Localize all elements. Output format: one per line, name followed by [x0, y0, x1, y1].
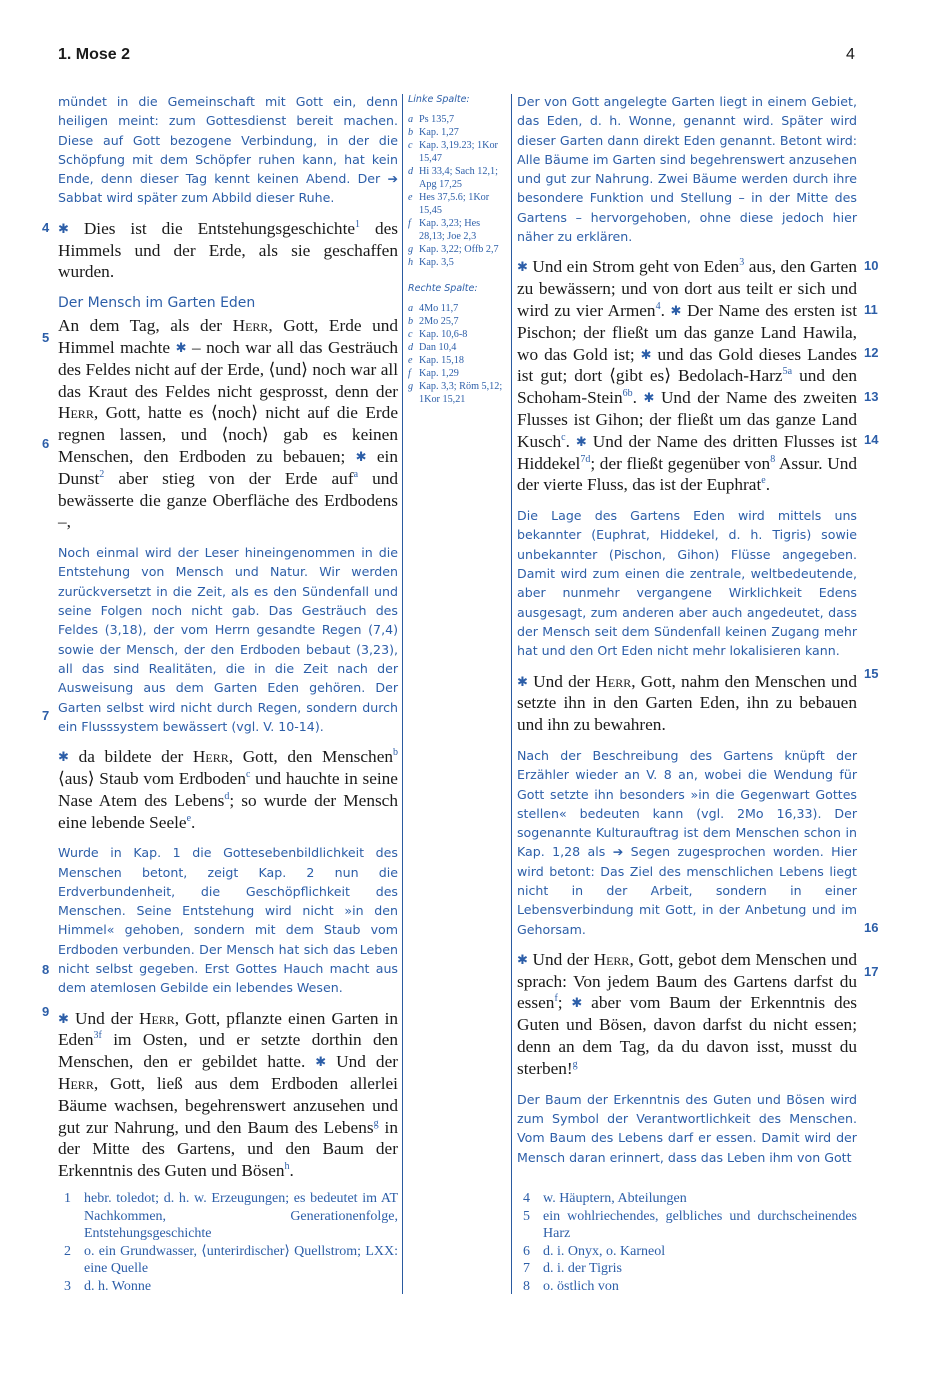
- verse-number: 8: [42, 962, 50, 977]
- footnote-text: d. i. Onyx, o. Karneol: [543, 1243, 666, 1259]
- book-chapter-title: 1. Mose 2: [58, 46, 131, 63]
- footnote-text: o. östlich von: [543, 1278, 619, 1294]
- cross-reference-item[interactable]: [408, 113, 506, 126]
- reference-marker[interactable]: f: [554, 993, 558, 1005]
- footnote-number: 8: [523, 1278, 530, 1294]
- footnote-item: [517, 1190, 857, 1208]
- footnote-marker[interactable]: 2: [99, 468, 105, 480]
- bible-verse-paragraph: ✱ Und der Herr, Gott, pflanzte einen Garten in Eden$^{3f}$ im Osten, und er setzte dorthin den Menschen, den er gebildet hatte. ✱ Und der Herr, Gott, ließ aus dem Erdboden allerlei Bäume wachsen, begehrenswert anzusehen und gut zur Nahrung, und den Baum des Lebens$^g$ in der Mitte des Gartens, und den Baum der Erkenntnis des Guten und Bösen$^h$.: [58, 1008, 399, 1181]
- cross-reference-text: 2Mo 25,7: [419, 316, 459, 327]
- cross-reference-letter: g: [408, 244, 414, 255]
- cross-reference-column: [408, 94, 506, 406]
- footnote-text: hebr. toledot; d. h. w. Erzeugungen; es bedeutet im AT Nachkommen, Generationenfolge, Entstehungsgeschichte: [84, 1191, 398, 1241]
- verse-star-icon: ✱: [640, 346, 652, 362]
- verse-number: 17: [864, 964, 879, 979]
- footnote-number: 4: [523, 1191, 530, 1206]
- cross-reference-item[interactable]: [408, 315, 506, 328]
- verse-number: 9: [42, 1004, 50, 1019]
- verse-number: 4: [42, 220, 50, 235]
- footnote-marker[interactable]: 4: [655, 301, 661, 313]
- cross-reference-text: 4Mo 11,7: [419, 303, 459, 314]
- reference-marker[interactable]: b: [393, 747, 398, 759]
- footnote-number: 6: [523, 1243, 530, 1259]
- footnote-item: [517, 1208, 857, 1243]
- verse-number: 12: [864, 345, 879, 360]
- cross-reference-letter: h: [408, 257, 414, 268]
- verse-star-icon: ✱: [58, 749, 69, 765]
- bible-verse-paragraph: ✱ Und der Herr, Gott, nahm den Menschen und setzte ihn in den Garten Eden, ihn zu bebauen und ihn zu bewahren.: [517, 671, 857, 735]
- cross-reference-letter: e: [408, 355, 413, 366]
- footnote-text: d. i. der Tigris: [543, 1261, 622, 1276]
- cross-reference-text: Kap. 10,6-8: [419, 329, 468, 340]
- cross-reference-list-right: [408, 302, 506, 406]
- verse-star-icon: ✱: [575, 433, 587, 449]
- cross-reference-letter: d: [408, 342, 414, 353]
- verse-number: 16: [864, 920, 879, 935]
- footnote-text: ein wohlriechendes, gelbliches und durchscheinendes Harz: [543, 1208, 857, 1241]
- footnote-number: 7: [523, 1261, 530, 1276]
- right-text-column: [517, 92, 857, 1177]
- verse-number: 13: [864, 389, 879, 404]
- reference-marker[interactable]: 7d: [580, 453, 591, 465]
- verse-number: 6: [42, 436, 50, 451]
- commentary-paragraph: Noch einmal wird der Leser hineingenommen in die Entstehung von Mensch und Natur. Wir werden zurückversetzt in die Zeit, als es den Sündenfall und seine Folgen noch nicht gab. Das Gesträuch des Feldes (3,18), der vom Herrn gesandte Regen (7,4) sowie der Mensch, der den Erdboden bebaut (3,23), all das sind Realitäten, die in die Zeit nach der Ausweisung aus dem Garten Eden gehören. Der Garten selbst wird nicht durch Regen, sondern durch ein Flusssystem bewässert (vgl. V. 10-14).: [58, 545, 398, 734]
- cross-reference-letter: e: [408, 192, 413, 203]
- footnote-marker[interactable]: 8: [770, 453, 776, 465]
- cross-reference-item[interactable]: [408, 328, 506, 341]
- cross-reference-heading-left: Linke Spalte:: [408, 94, 470, 105]
- page-number: 4: [846, 46, 855, 63]
- cross-reference-text: Kap. 3,23; Hes 28,13; Joe 2,3: [419, 218, 481, 242]
- cross-reference-letter: f: [408, 218, 411, 229]
- left-text-column: [58, 92, 398, 1192]
- column-divider-right: [511, 94, 512, 1294]
- footnote-number: 5: [523, 1208, 530, 1224]
- bible-verse-paragraph: ✱ da bildete der Herr, Gott, den Menschen$^b$ ⟨aus⟩ Staub vom Erdboden$^c$ und hauchte in seine Nase Atem des Lebens$^d$; so wurde der Mensch eine lebende Seele$^e$.: [58, 747, 398, 832]
- cross-reference-text: Dan 10,4: [419, 342, 457, 353]
- cross-reference-arrow-icon: ➔: [612, 844, 624, 860]
- reference-marker[interactable]: c: [245, 769, 251, 781]
- cross-reference-item[interactable]: [408, 256, 506, 269]
- reference-marker[interactable]: 5a: [782, 366, 793, 378]
- footnote-marker[interactable]: 3: [739, 257, 745, 269]
- verse-number: 15: [864, 666, 879, 681]
- reference-marker[interactable]: d: [224, 790, 230, 802]
- cross-reference-item[interactable]: [408, 126, 506, 139]
- cross-reference-letter: b: [408, 127, 414, 138]
- column-divider-left: [402, 94, 403, 1294]
- cross-reference-text: Kap. 3,19.23; 1Kor 15,47: [419, 140, 498, 164]
- reference-marker[interactable]: c: [561, 431, 566, 443]
- cross-reference-letter: a: [408, 114, 414, 125]
- verse-star-icon: ✱: [517, 673, 528, 689]
- verse-number: 14: [864, 432, 879, 447]
- footnote-text: w. Häuptern, Abteilungen: [543, 1191, 687, 1206]
- cross-reference-heading-right: Rechte Spalte:: [408, 283, 478, 294]
- cross-reference-text: Kap. 3,5: [419, 257, 454, 268]
- bible-verse-paragraph: An dem Tag, als der Herr, Gott, Erde und Himmel machte ✱ – noch war all das Gesträuch des Feldes nicht auf der Erde, ⟨und⟩ noch war all das Kraut des Feldes nicht gesprosst, denn der Herr, Gott, hatte es ⟨noch⟩ nicht auf die Erde regnen lassen, und ⟨noch⟩ gab es keinen Menschen, den Erdboden zu bebauen; ✱ ein Dunst$^2$ aber stieg von der Erde auf$^a$ und bewässerte die ganze Oberfläche des Erdbodens –,: [58, 316, 399, 532]
- commentary-paragraph: Nach der Beschreibung des Gartens knüpft der Erzähler wieder an V. 8 an, wobei die Wendung für Gott setzte ihn besonders »in die Gegenwart Gottes stellen« bedeuten kann (vgl. 2Mo 16,33). Der sogenannte Kulturauftrag ist dem Menschen schon in Kap. 1,28 als ➔ Segen zugesprochen worden. Hier wird betont: Das Ziel des menschlichen Lebens liegt nicht in der Arbeit, sondern in einer Lebensverbindung mit Gott, in der Anbetung und im Gehorsam.: [517, 747, 857, 937]
- cross-reference-letter: b: [408, 316, 414, 327]
- cross-reference-text: Ps 135,7: [419, 114, 455, 125]
- footnotes-right: [517, 1190, 857, 1295]
- commentary-paragraph: Der Baum der Erkenntnis des Guten und Bösen wird zum Symbol der Verantwortlichkeit des Menschen. Vom Baum des Lebens darf er essen. Damit wird der Mensch daran erinnert, dass das Leben ihm von Gott: [517, 1091, 857, 1165]
- commentary-paragraph: mündet in die Gemeinschaft mit Gott ein, denn heiligen meint: zum Gottesdienst bereit machen. Diese auf Gott bezogene Verbindung, in der die Schöpfung mit dem Schöpfer ruhen kann, hat kein Ende, denn dieser Tag kennt keinen Abend. Der ➔ Sabbat wird später zum Abbild dieser Ruhe.: [58, 94, 398, 206]
- verse-star-icon: ✱: [355, 448, 367, 464]
- bible-verse-paragraph: ✱ Dies ist die Entstehungsgeschichte$^1$ des Himmels und der Erde, als sie geschaffen wurden.: [58, 218, 398, 282]
- cross-reference-list-left: [408, 113, 506, 269]
- cross-reference-text: Kap. 3,3; Röm 5,12; 1Kor 15,21: [419, 381, 503, 405]
- cross-reference-letter: d: [408, 166, 414, 177]
- footnote-item: [58, 1243, 398, 1278]
- cross-reference-item[interactable]: [408, 217, 506, 243]
- cross-reference-item[interactable]: [408, 139, 506, 165]
- footnote-marker[interactable]: 1: [355, 219, 361, 231]
- footnotes-left: [58, 1190, 398, 1295]
- cross-reference-letter: c: [408, 329, 413, 340]
- cross-reference-text: Kap. 1,29: [419, 368, 459, 379]
- verse-star-icon: ✱: [517, 951, 528, 967]
- verse-number: 5: [42, 330, 50, 345]
- reference-marker[interactable]: 3f: [93, 1030, 102, 1042]
- commentary-paragraph: Der von Gott angelegte Garten liegt in einem Gebiet, das Eden, d. h. Wonne, genannt wird. Später wird dieser Garten dann direkt Eden genannt. Betont wird: Alle Bäume im Garten sind begehrenswert anzusehen und gut zur Nahrung. Zwei Bäume werden durch ihre besondere Funktion und Stellung – in der Mitte des Gartens – hervorgehoben, ohne diese jedoch hier näher zu erklären.: [517, 94, 857, 245]
- footnote-item: [517, 1260, 857, 1278]
- verse-number: 7: [42, 708, 50, 723]
- footnote-number: 2: [64, 1243, 71, 1259]
- cross-reference-letter: a: [408, 303, 414, 314]
- verse-star-icon: ✱: [315, 1054, 327, 1070]
- footnote-item: [58, 1278, 398, 1296]
- cross-reference-item[interactable]: [408, 165, 506, 191]
- reference-marker[interactable]: g: [572, 1059, 578, 1071]
- commentary-paragraph: Die Lage des Gartens Eden wird mittels uns bekannter (Euphrat, Hiddekel, d. h. Tigris) sowie unbekannter (Pischon, Gihon) Flüsse angegeben. Damit wird zum einen die zentrale, weltbedeutende, aber nunmehr vergangene Wirklichkeit Edens ausgesagt, zum anderen aber auch angedeutet, dass der Mensch seit dem Sündenfall keinen Zugang mehr hat und den Ort Eden nicht mehr lokalisieren kann.: [517, 508, 857, 659]
- cross-reference-item[interactable]: [408, 367, 506, 380]
- cross-reference-item[interactable]: [408, 341, 506, 354]
- commentary-paragraph: Wurde in Kap. 1 die Gottesebenbildlichkeit des Menschen betont, zeigt Kap. 2 nun die Erdverbundenheit, die Geschöpflichkeit des Menschen. Seine Entstehung wird nicht »in den Himmel« gehoben, sondern mit dem Staub vom Erdboden verbunden. Der Mensch hat sich das Leben nicht selbst gegeben. Erst Gottes Hauch macht aus dem atemlosen Gebilde ein lebendes Wesen.: [58, 845, 398, 996]
- reference-marker[interactable]: g: [373, 1117, 379, 1129]
- verse-star-icon: ✱: [175, 339, 187, 355]
- cross-reference-item[interactable]: [408, 354, 506, 367]
- footnote-item: [517, 1243, 857, 1261]
- verse-star-icon: ✱: [571, 995, 583, 1011]
- cross-reference-item[interactable]: [408, 243, 506, 256]
- cross-reference-item[interactable]: [408, 380, 506, 406]
- reference-marker[interactable]: h: [284, 1161, 290, 1173]
- cross-reference-letter: c: [408, 140, 413, 151]
- reference-marker[interactable]: 6b: [622, 388, 633, 400]
- footnote-number: 1: [64, 1191, 71, 1206]
- cross-reference-letter: f: [408, 368, 411, 379]
- cross-reference-letter: g: [408, 381, 414, 392]
- section-heading: Der Mensch im Garten Eden: [58, 295, 256, 312]
- bible-verse-paragraph: ✱ Und ein Strom geht von Eden$^3$ aus, den Garten zu bewässern; und von dort aus teilt er sich und wird zu vier Armen$^4$. ✱ Der Name des ersten ist Pischon; der fließt um das ganze Land Hawila, wo das Gold ist; ✱ und das Gold dieses Landes ist gut; dort ⟨gibt es⟩ Bedolach-Harz$^{5a}$ und den Schoham-Stein$^{6b}$. ✱ Und der Name des zweiten Flusses ist Gihon; der fließt um das ganze Land Kusch$^c$. ✱ Und der Name des dritten Flusses ist Hiddekel$^{7d}$; der fließt gegenüber von$^8$ Assur. Und der vierte Fluss, das ist der Euphrat$^e$.: [517, 257, 858, 495]
- cross-reference-link[interactable]: Segen: [630, 844, 671, 860]
- footnote-text: d. h. Wonne: [84, 1278, 152, 1294]
- reference-marker[interactable]: e: [761, 475, 766, 487]
- reference-marker[interactable]: e: [186, 812, 192, 824]
- verse-star-icon: ✱: [670, 302, 682, 318]
- reference-marker[interactable]: a: [353, 468, 359, 480]
- verse-star-icon: ✱: [58, 1010, 69, 1026]
- verse-star-icon: ✱: [517, 259, 528, 275]
- cross-reference-link[interactable]: Sabbat: [58, 190, 103, 206]
- verse-number: 10: [864, 258, 879, 273]
- cross-reference-item[interactable]: [408, 302, 506, 315]
- footnote-number: 3: [64, 1278, 71, 1294]
- verse-number: 11: [864, 302, 878, 317]
- verse-star-icon: ✱: [58, 220, 69, 236]
- footnote-item: [517, 1278, 857, 1296]
- cross-reference-text: Kap. 1,27: [419, 127, 459, 138]
- cross-reference-item[interactable]: [408, 191, 506, 217]
- cross-reference-text: Hi 33,4; Sach 12,1; Apg 17,25: [419, 166, 498, 190]
- verse-star-icon: ✱: [643, 390, 655, 406]
- cross-reference-text: Kap. 3,22; Offb 2,7: [419, 244, 499, 255]
- bible-verse-paragraph: ✱ Und der Herr, Gott, gebot dem Menschen und sprach: Von jedem Baum des Gartens darfst du essen$^f$; ✱ aber vom Baum der Erkenntnis des Guten und Bösen, davon darfst du nicht essen; denn an dem Tag, da du davon isst, musst du sterben!$^g$: [517, 949, 857, 1078]
- cross-reference-text: Hes 37,5.6; 1Kor 15,45: [419, 192, 490, 216]
- cross-reference-arrow-icon: ➔: [387, 171, 398, 187]
- footnote-item: [58, 1190, 398, 1243]
- cross-reference-text: Kap. 15,18: [419, 355, 464, 366]
- footnote-text: o. ein Grundwasser, ⟨unterirdischer⟩ Quellstrom; LXX: eine Quelle: [84, 1243, 398, 1276]
